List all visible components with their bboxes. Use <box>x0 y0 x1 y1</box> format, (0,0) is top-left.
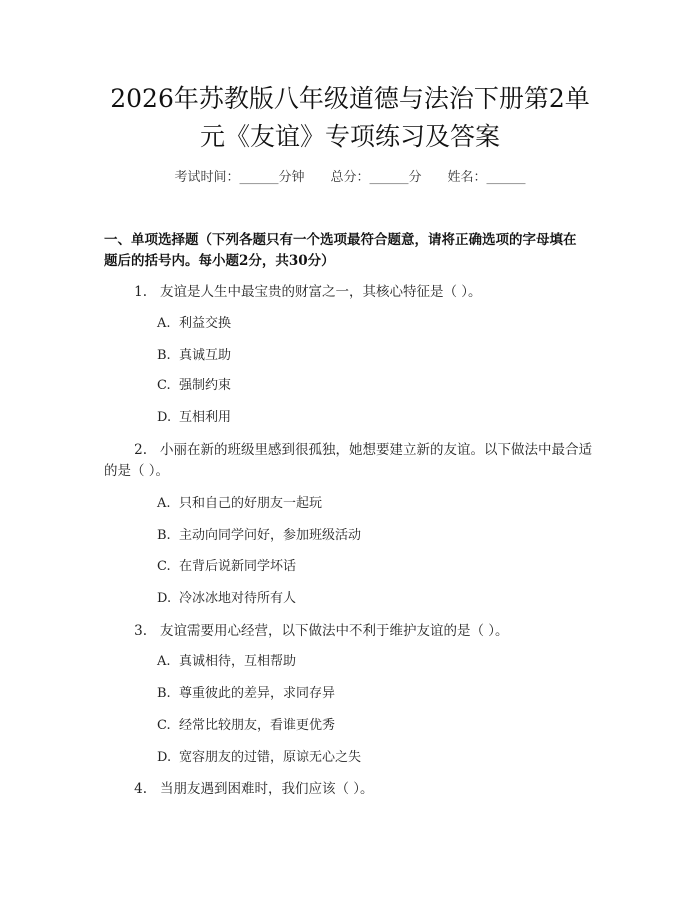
question-text: 友谊需要用心经营，以下做法中不利于维护友谊的是（ ）。 <box>160 623 509 639</box>
option-letter: A. <box>157 654 171 669</box>
section-heading-line-1: 一、单项选择题（下列各题只有一个选项最符合题意，请将正确选项的字母填在 <box>104 232 577 248</box>
question-2-option-b <box>157 526 361 546</box>
question-2-option-a <box>157 494 322 514</box>
question-number: 3. <box>134 623 147 639</box>
option-letter: B. <box>157 528 171 543</box>
question-text: 小丽在新的班级里感到很孤独，她想要建立新的友谊。以下做法中最合适 <box>160 442 592 458</box>
question-2-continuation: 的是（ ）。 <box>104 463 170 479</box>
question-2 <box>104 440 604 460</box>
question-number: 4. <box>134 781 147 797</box>
student-name-field: 姓名：______ <box>447 170 526 185</box>
question-text: 友谊是人生中最宝贵的财富之一，其核心特征是（ ）。 <box>160 284 482 300</box>
option-letter: C. <box>157 718 171 733</box>
question-1-option-d <box>157 408 231 428</box>
option-text: 经常比较朋友，看谁更优秀 <box>179 718 336 733</box>
total-score-field: 总分：______分 <box>330 170 422 185</box>
question-1-option-a <box>157 314 231 334</box>
option-letter: D. <box>157 410 172 425</box>
option-text: 尊重彼此的差异，求同存异 <box>179 686 336 701</box>
question-1-option-b <box>157 346 231 366</box>
question-3-option-b <box>157 684 335 704</box>
question-1-option-c <box>157 376 231 396</box>
question-4 <box>104 779 604 799</box>
exam-time-field: 考试时间：______分钟 <box>174 170 305 185</box>
option-text: 利益交换 <box>179 316 232 331</box>
section-heading-line-2: 题后的括号内。每小题2分，共30分） <box>104 253 335 269</box>
question-3-option-d <box>157 748 361 768</box>
question-2-option-d <box>157 589 296 609</box>
option-text: 在背后说新同学坏话 <box>179 559 297 574</box>
option-text: 宽容朋友的过错，原谅无心之失 <box>179 750 362 765</box>
option-letter: D. <box>157 591 172 606</box>
question-3-option-c <box>157 716 335 736</box>
option-letter: A. <box>157 316 171 331</box>
option-text: 真诚相待，互相帮助 <box>179 654 297 669</box>
option-text: 真诚互助 <box>179 348 232 363</box>
question-number: 2. <box>134 442 147 458</box>
option-text: 只和自己的好朋友一起玩 <box>179 496 323 511</box>
option-letter: B. <box>157 348 171 363</box>
option-letter: B. <box>157 686 171 701</box>
question-text: 当朋友遇到困难时，我们应该（ ）。 <box>160 781 374 797</box>
exam-meta <box>0 168 700 188</box>
question-3 <box>104 621 604 641</box>
question-3-option-a <box>157 652 296 672</box>
option-letter: A. <box>157 496 171 511</box>
option-text: 强制约束 <box>179 378 232 393</box>
page-title-line-1: 2026年苏教版八年级道德与法治下册第2单 <box>110 84 590 113</box>
option-text: 主动向同学问好，参加班级活动 <box>179 528 362 543</box>
page-title-line-2: 元《友谊》专项练习及答案 <box>199 122 500 151</box>
option-letter: C. <box>157 559 171 574</box>
question-1 <box>104 282 604 302</box>
option-text: 互相利用 <box>179 410 232 425</box>
option-letter: D. <box>157 750 172 765</box>
question-2-option-c <box>157 557 296 577</box>
question-number: 1. <box>134 284 147 300</box>
option-letter: C. <box>157 378 171 393</box>
option-text: 冷冰冰地对待所有人 <box>179 591 297 606</box>
